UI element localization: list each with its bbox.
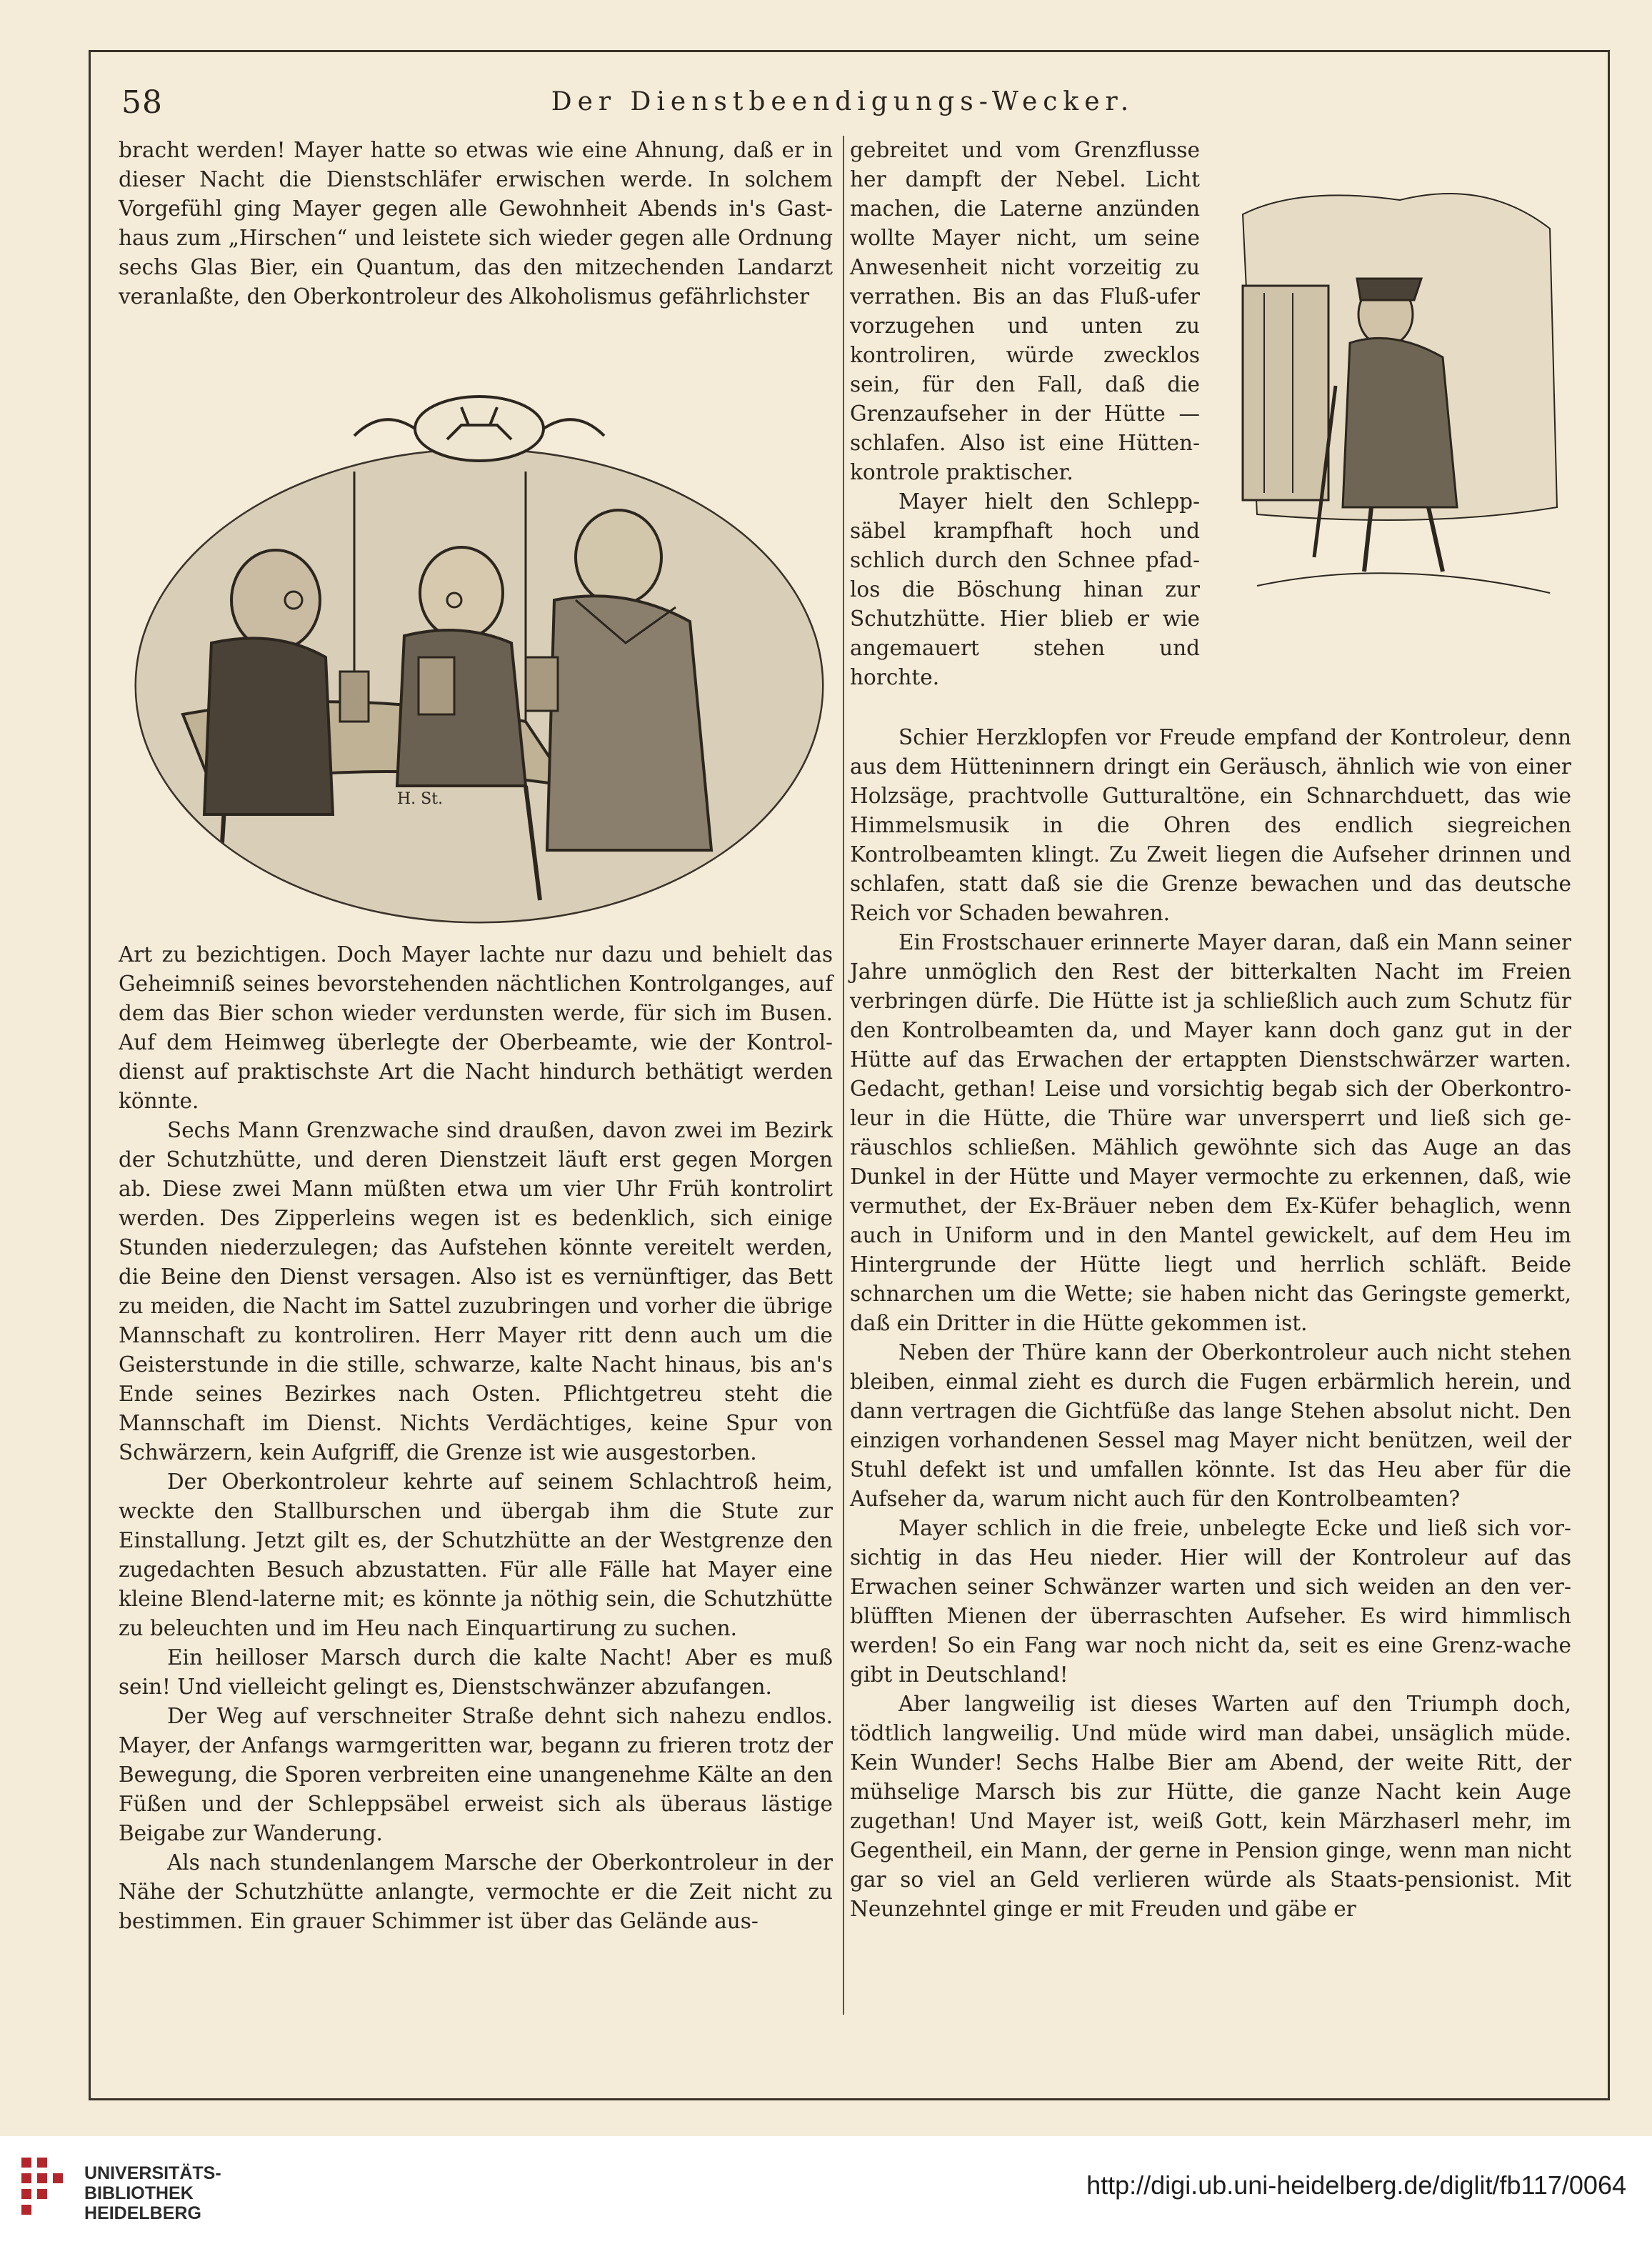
paragraph: bracht werden! Mayer hatte so etwas wie eine Ahnung, daß er in dieser Nacht die Dienstschläfer erwischen werde. In solchem Vorgefühl ging Mayer gegen alle Gewohnheit Abends in's Gast-haus zum „Hirschen“ und leistete sich wieder gegen alle Ordnung sechs Glas Bier, ein Quantum, das den mitzechenden Landarzt veranlaßte, den Oberkontroleur des Alkoholismus gefährlichster [119,138,833,309]
paragraph: Aber langweilig ist dieses Warten auf den Triumph doch, tödtlich langweilig. Und müde wird man dabei, unsäglich müde. Kein Wunder! Sechs Halbe Bier am Abend, der weite Ritt, der mühselige Marsch bis zur Hütte, die ganze Nacht kein Auge zugethan! Und Mayer ist, weiß Gott, kein Märzhaserl mehr, im Gegentheil, ein Mann, der gerne in Pension ginge, wenn man nicht gar so viel an Geld verlieren würde als Staats-pensionist. Mit Neunzehntel ginge er mit Freuden und gäbe er [850,1692,1571,1921]
paragraph: Ein Frostschauer erinnerte Mayer daran, daß ein Mann seiner Jahre unmöglich den Rest der bitterkalten Nacht im Freien verbringen dürfe. Die Hütte ist ja schließlich auch zum Schutz für den Kontrolbeamten da, und Mayer kann doch ganz gut in der Hütte auf das Erwachen der ertappten Dienstschwärzer warten. Gedacht, gethan! Leise und vorsichtig begab sich der Oberkontro-leur in die Hütte, die Thüre war unversperrt und ließ sich ge-räuschlos schließen. Mählich gewöhnte sich das Auge an das Dunkel in der Hütte und Mayer vermochte zu erkennen, daß, wie vermuthet, der Ex-Bräuer neben dem Ex-Küfer behaglich, wenn auch in Uniform und in den Mantel gewickelt, auf dem Heu im Hintergrunde der Hütte liegt und herrlich schläft. Beide schnarchen um die Wette; sie haben nicht das Geringste gemerkt, daß ein Dritter in die Hütte gekommen ist. [850,930,1571,1335]
stag-emblem [354,397,604,461]
university-seal-icon [16,2150,73,2229]
paragraph: Mayer schlich in die freie, unbelegte Ecke und ließ sich vor-sichtig in das Heu nieder. Hier will der Kontroleur auf das Erwachen seiner Schwänzer warten und sich weiden an den ver-blüfften Mienen der überraschten Aufseher. Es wird himmlisch werden! So ein Fang war noch nicht da, seit es eine Grenz-wache gibt in Deutschland! [850,1516,1571,1687]
library-name: UNIVERSITÄTS- BIBLIOTHEK HEIDELBERG [84,2163,221,2223]
tavern-illustration [126,386,833,929]
paragraph: Ein heilloser Marsch durch die kalte Nacht! Aber es muß sein! Und vielleicht gelingt es, Dienstschwänzer abzufangen. [119,1645,833,1699]
footer-bar [0,2136,1652,2244]
paragraph: Neben der Thüre kann der Oberkontroleur auch nicht stehen bleiben, einmal zieht es durch die Fugen erbärmlich herein, und dann vertragen die Gichtfüße das lange Stehen absolut nicht. Den einzigen vorhandenen Sessel mag Mayer nicht benützen, weil der Stuhl defekt ist und umfallen könnte. Ist das Heu aber für die Aufseher da, warum nicht auch für den Kontrolbeamten? [850,1340,1571,1511]
paragraph: Als nach stundenlangem Marsche der Oberkontroleur in der Nähe der Schutzhütte anlangte, vermochte er die Zeit nicht zu bestimmen. Ein grauer Schimmer ist über das Gelände aus- [119,1850,833,1933]
paragraph: Art zu bezichtigen. Doch Mayer lachte nur dazu und behielt das Geheimniß seines bevorstehenden nächtlichen Kontrolganges, auf dem das Bier schon wieder verdunsten werde, für sich im Busen. Auf dem Heimweg überlegte der Oberbeamte, wie der Kontrol-dienst auf praktischste Art die Nacht hindurch bethätigt werden könnte. [119,942,833,1113]
paragraph: Schier Herzklopfen vor Freude empfand der Kontroleur, denn aus dem Hütteninnern dringt ein Geräusch, ähnlich wie von einer Holzsäge, prachtvolle Gutturaltöne, ein Schnarchduett, das wie Himmelsmusik in die Ohren des endlich siegreichen Kontrolbeamten klingt. Zu Zweit liegen die Aufseher drinnen und schlafen, statt daß sie die Grenze bewachen und das deutsche Reich vor Schaden bewahren. [850,725,1571,925]
hut-door [1243,286,1328,500]
page-number: 58 [121,84,163,121]
column-divider [843,136,844,2015]
paragraph: gebreitet und vom Grenzflusse her dampft der Nebel. Licht machen, die Laterne anzünden wollte Mayer nicht, um seine Anwesenheit nicht vorzeitig zu verrathen. Bis an das Fluß-ufer vorzugehen und unten zu kontroliren, würde zwecklos sein, für den Fall, daß die Grenzaufseher in der Hütte — schlafen. Also ist eine Hütten-kontrole praktischer. [850,138,1200,484]
artist-signature: H. St. [397,790,444,808]
paragraph: Der Oberkontroleur kehrte auf seinem Schlachtroß heim, weckte den Stallburschen und übergab ihm die Stute zur Einstallung. Jetzt gilt es, der Schutzhütte an der Westgrenze den zugedachten Besuch abzustatten. Für alle Fälle hat Mayer eine kleine Blend-laterne mit; es könnte ja nöthig sein, die Schutzhütte zu beleuchten und im Heu nach Einquartirung zu suchen. [119,1470,833,1640]
paragraph: Sechs Mann Grenzwache sind draußen, davon zwei im Bezirk der Schutzhütte, und deren Dienstzeit läuft erst gegen Morgen ab. Diese zwei Mann müßten etwa um vier Uhr Früh kontrolirt werden. Des Zipperleins wegen ist es bedenklich, sich einige Stunden niederzulegen; das Aufstehen könnte vereitelt werden, die Beine den Dienst versagen. Also ist es vernünftiger, das Bett zu meiden, die Nacht im Sattel zuzubringen und vorher die übrige Mannschaft zu kontroliren. Herr Mayer ritt denn auch um die Geisterstunde in die stille, schwarze, kalte Nacht hinaus, bis an's Ende seines Bezirkes nach Osten. Pflichtgetreu steht die Mannschaft im Dienst. Nichts Verdächtiges, keine Spur von Schwärzern, kein Aufgriff, die Grenze ist wie ausgestorben. [119,1118,833,1465]
right-column-bottom-text [850,723,1571,1924]
right-column-top-text [850,136,1200,692]
running-title: Der Dienstbeendigungs-Wecker. [551,87,1135,116]
page-header [121,84,1564,134]
left-column-top-text [119,136,833,311]
paragraph: Mayer hielt den Schlepp-säbel krampfhaft hoch und schlich durch den Schnee pfad-los die Böschung hinan zur Schutzhütte. Hier blieb er wie angemauert stehen und horchte. [850,489,1200,689]
paragraph: Der Weg auf verschneiter Straße dehnt sich nahezu endlos. Mayer, der Anfangs warmgeritten war, begann zu frieren trotz der Bewegung, die Sporen verbreiten eine unangenehme Kälte an den Füßen und der Schleppsäbel erweist sich als überaus lästige Beigabe zur Wanderung. [119,1704,833,1845]
left-column-bottom-text [119,940,833,1936]
source-url-link[interactable]: http://digi.ub.uni-heidelberg.de/diglit/fb117/0064 [1086,2170,1626,2200]
snow-hut-illustration [1214,171,1571,629]
